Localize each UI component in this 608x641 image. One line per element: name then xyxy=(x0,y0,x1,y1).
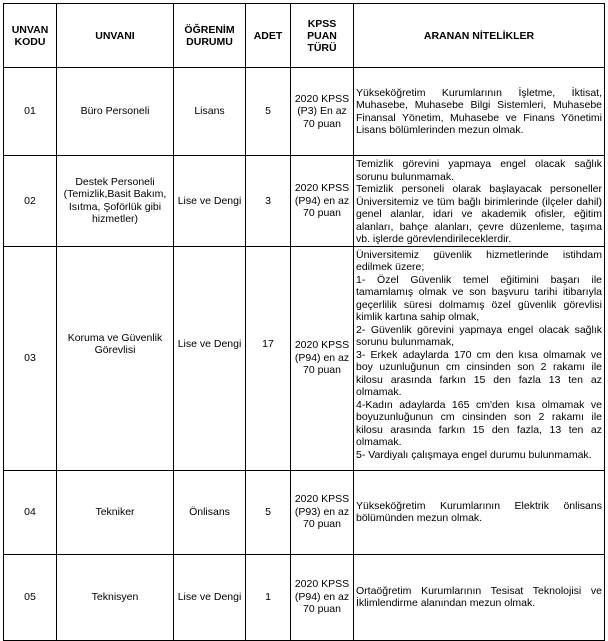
header-qualifications: ARANAN NİTELİKLER xyxy=(354,4,605,68)
row-kpss: 2020 KPSS (P94) en az 70 puan xyxy=(291,554,354,640)
qualification-line: 4-Kadın adaylarda 165 cm'den kısa olmamak ve boyuzunluğunun cm cinsinden son 2 rakamı ile kilosu arasında farkın 15 den fazla, 13 ten az olmamak. xyxy=(356,398,602,448)
header-row xyxy=(4,4,605,68)
row-kpss: 2020 KPSS (P94) en az 70 puan xyxy=(291,246,354,470)
table-row xyxy=(4,68,605,156)
row-education: Lise ve Dengi xyxy=(174,156,246,247)
row-code: 05 xyxy=(4,554,57,640)
row-kpss: 2020 KPSS (P94) en az 70 puan xyxy=(291,156,354,247)
qualification-line: Temizlik personeli olarak başlayacak personeller Üniversitemiz ve tüm bağlı birimlerinde (ilçeler dahil) genel alanlar, idari ve akademik ofisler, eğitim alanları, bahçe alanları, çevre düzenleme, taşıma vb. işlerde görevlendirileceklerdir. xyxy=(356,183,602,245)
row-qualifications: Yükseköğretim Kurumlarının Elektrik önlisans bölümünden mezun olmak. xyxy=(354,470,605,554)
row-qualifications xyxy=(354,156,605,247)
row-education: Önlisans xyxy=(174,470,246,554)
row-kpss: 2020 KPSS (P93) en az 70 puan xyxy=(291,470,354,554)
row-count: 1 xyxy=(246,554,291,640)
row-qualifications: Yükseköğretim Kurumlarının İşletme, İktisat, Muhasebe, Muhasebe Bilgi Sistemleri, Muhasebe Finansal Yönetim, Muhasebe ve Finans Yönetimi Lisans bölümlerinden mezun olmak. xyxy=(354,68,605,156)
row-qualifications: Ortaöğretim Kurumlarının Tesisat Teknolojisi ve İklimlendirme alanından mezun olmak. xyxy=(354,554,605,640)
table-row xyxy=(4,246,605,470)
table-row xyxy=(4,156,605,247)
qualification-line: 1- Özel Güvenlik temel eğitimini başarı ile tamamlamış olmak ve son başvuru tarihi itibarıyla geçerlilik süresi dolmamış özel güvenlik görevlisi kimlik kartına sahip olmak, xyxy=(356,273,602,323)
table-row xyxy=(4,470,605,554)
row-education: Lisans xyxy=(174,68,246,156)
row-code: 01 xyxy=(4,68,57,156)
row-title-text: Koruma ve Güvenlik Görevlisi xyxy=(67,331,163,356)
header-kpss: KPSS PUAN TÜRÜ xyxy=(291,4,354,68)
row-code: 04 xyxy=(4,470,57,554)
row-count: 5 xyxy=(246,68,291,156)
row-education-text: Lise ve Dengi xyxy=(177,337,242,350)
qualification-line: 3- Erkek adaylarda 170 cm den kısa olmamak ve boy uzunluğunun cm cinsinden son 2 rakamı ile kilosu arasında farkın 15 den fazla 13 ten az olmamak. xyxy=(356,348,602,398)
header-title: UNVANI xyxy=(57,4,174,68)
row-count: 3 xyxy=(246,156,291,247)
qualification-line: Temizlik görevini yapmaya engel olacak sağlık sorunu bulunmamak. xyxy=(356,158,602,183)
table-row xyxy=(4,554,605,640)
row-kpss: 2020 KPSS (P3) En az 70 puan xyxy=(291,68,354,156)
row-count xyxy=(246,246,291,470)
qualification-line: 2- Güvenlik görevini yapmaya engel olacak sağlık sorunu bulunmamak, xyxy=(356,323,602,348)
row-qualifications xyxy=(354,246,605,470)
row-title: Teknisyen xyxy=(57,554,174,640)
header-code: UNVAN KODU xyxy=(4,4,57,68)
positions-table xyxy=(3,3,605,641)
header-education: ÖĞRENİM DURUMU xyxy=(174,4,246,68)
row-code: 03 xyxy=(4,246,57,470)
row-title: Büro Personeli xyxy=(57,68,174,156)
row-education xyxy=(174,246,246,470)
row-code: 02 xyxy=(4,156,57,247)
qualification-line: Üniversitemiz güvenlik hizmetlerinde istihdam edilmek üzere; xyxy=(356,248,602,273)
qualification-line: 5- Vardiyalı çalışmaya engel durumu bulunmamak. xyxy=(356,448,592,461)
row-title xyxy=(57,246,174,470)
row-count-text: 17 xyxy=(262,337,274,350)
row-count: 5 xyxy=(246,470,291,554)
row-education: Lise ve Dengi xyxy=(174,554,246,640)
row-title: Tekniker xyxy=(57,470,174,554)
row-title: Destek Personeli (Temizlik,Basit Bakım, Isıtma, Şoförlük gibi hizmetler) xyxy=(57,156,174,247)
header-count: ADET xyxy=(246,4,291,68)
